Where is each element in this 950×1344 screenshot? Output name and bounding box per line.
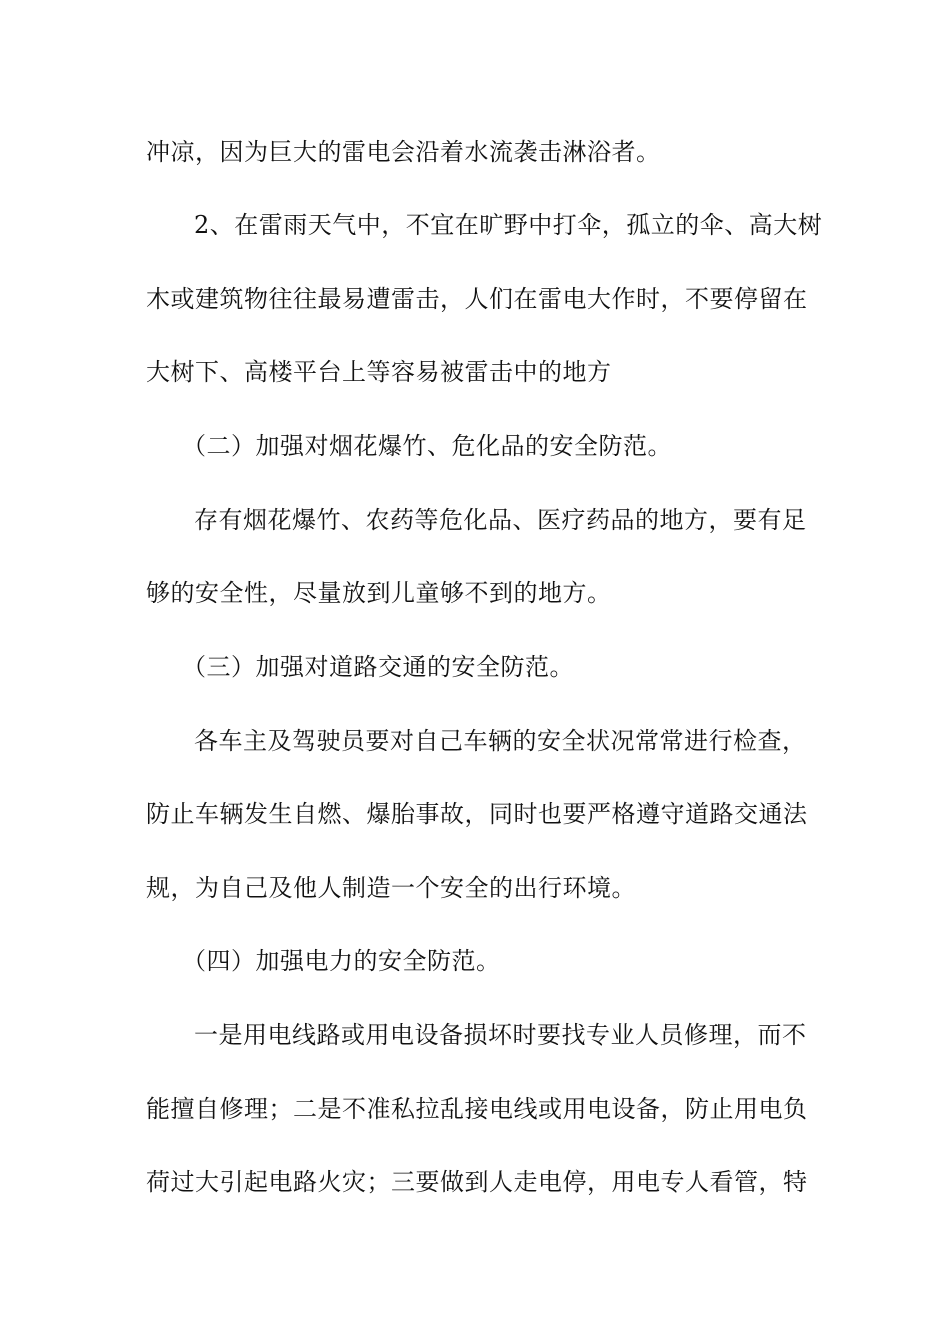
body-text-line: 防止车辆发生自燃、爆胎事故，同时也要严格遵守道路交通法 xyxy=(146,800,808,828)
body-text-line: 规，为自己及他人制造一个安全的出行环境。 xyxy=(146,874,636,902)
body-text-line: 冲凉，因为巨大的雷电会沿着水流袭击淋浴者。 xyxy=(146,138,661,166)
body-text-line: 够的安全性，尽量放到儿童够不到的地方。 xyxy=(146,579,612,607)
body-text-line: 存有烟花爆竹、农药等危化品、医疗药品的地方，要有足 xyxy=(194,506,807,534)
section-heading: （三）加强对道路交通的安全防范。 xyxy=(182,653,574,681)
body-text-line: 2、在雷雨天气中，不宜在旷野中打伞，孤立的伞、高大树 xyxy=(194,211,823,239)
body-text-line: 一是用电线路或用电设备损坏时要找专业人员修理，而不 xyxy=(194,1021,807,1049)
body-text-line: 大树下、高楼平台上等容易被雷击中的地方 xyxy=(146,358,612,386)
section-heading: （四）加强电力的安全防范。 xyxy=(182,947,501,975)
body-text-line: 能擅自修理；二是不准私拉乱接电线或用电设备，防止用电负 xyxy=(146,1095,808,1123)
body-text-line: 荷过大引起电路火灾；三要做到人走电停，用电专人看管，特 xyxy=(146,1168,808,1196)
body-text-line: 各车主及驾驶员要对自己车辆的安全状况常常进行检查， xyxy=(194,727,807,755)
body-text-line: 木或建筑物往往最易遭雷击，人们在雷电大作时，不要停留在 xyxy=(146,285,808,313)
section-heading: （二）加强对烟花爆竹、危化品的安全防范。 xyxy=(182,432,672,460)
